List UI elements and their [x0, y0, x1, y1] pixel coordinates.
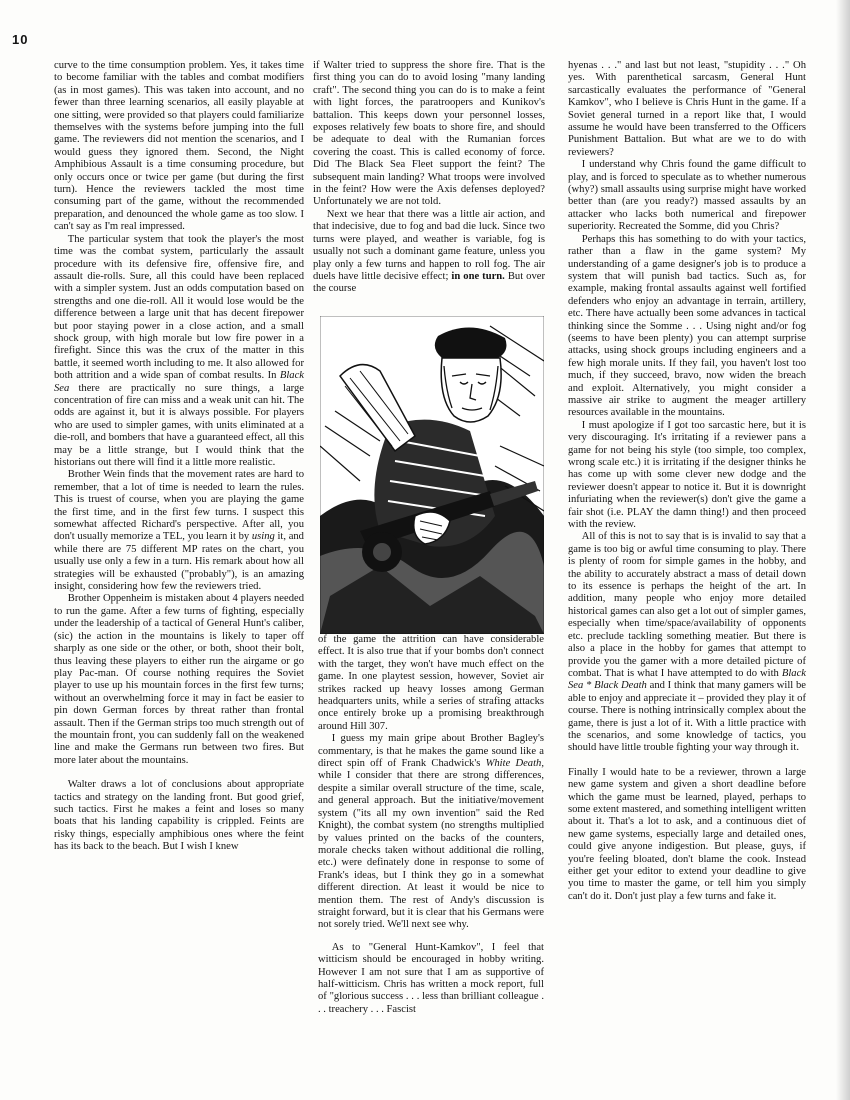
paragraph: Walter draws a lot of conclusions about appropriate tactics and strategy on the landing front. But good grief, such tactics. First he makes a feint and loses so many boats that his landing capability is crippled. Feints are risky things, especially amphibious ones where the feint has its back to the beach. But I wish I knew [54, 779, 304, 853]
soldier-illustration [320, 316, 544, 634]
column-3 [568, 60, 806, 903]
paragraph: of the game the attrition can have considerable effect. It is also true that if your bombs don't connect with the target, they won't have much effect on the game. In one playtest session, however, Soviet air strikes racked up heavy losses among German headquarters units, while a series of strafing attacks once entirely broke up a promising breakthrough around Hill 307. [318, 634, 544, 732]
paragraph: I must apologize if I got too sarcastic here, but it is very discouraging. It's irritating if a reviewer pans a game for not being his style (too simple, too complex, wrong scale etc.) it is irritating if the designer thinks he has come up with some clever new dodge and the reviewer doesn't appear to notice it. But it is downright infuriating when the reviewer(s) don't give the game a fair shot (i.e. PLAY the damn thing!) and then proceed with the review. [568, 419, 806, 531]
column-1 [54, 60, 304, 854]
paragraph: Finally I would hate to be a reviewer, thrown a large new game system and given a short deadline before which the game must be learned, played, perhaps to some extent mastered, and something intelligent written about it. That's a lot to ask, and a continuous diet of new game systems, especially large and detailed ones, could give anyone indigestion. But please, guys, if you're feeling bloated, don't blame the cook. Instead either get your editor to extend your deadline to give you time to master the game, or tell him you simply can't do it. Don't just play a few turns and fake it. [568, 766, 806, 902]
paragraph: I understand why Chris found the game difficult to play, and is forced to speculate as to whether numerous (why?) small assaults using surprise might have worked better than (are you ready?) massed assaults by an attacker who lacks both numerical and firepower superiority. Recreated the Somme, did you Chris? [568, 159, 806, 233]
paragraph: Next we hear that there was a little air action, and that indecisive, due to fog and bad die luck. Since two turns were played, and weather is variable, fog is usually not such a dominant game feature, unless you play only a few turns and happen to roll fog. The air duels have little decisive effect; in one turn. But over the course [313, 208, 546, 295]
column-2-continued [318, 634, 544, 1016]
paragraph: curve to the time consumption problem. Yes, it takes time to become familiar with the tables and combat modifiers (as in most games). This was taken into account, and no fewer than three learning scenarios, all easily playable at one sitting, were provided so that players could familiarize themselves with the systems before jumping into the full game. The reviewers did not mention the scenarios, and I would guess they ignored them. Second, the Night Amphibious Assault is a time consuming procedure, but only occurs once or twice per game (but during the first turn). Hence the reviewers tackled the most time consuming part of the game, without the recommended preparation, and denounced the whole game as too slow. I can't say as I'm real impressed. [54, 60, 304, 233]
soldier-drawing [320, 316, 544, 634]
paragraph: I guess my main gripe about Brother Bagley's commentary, is that he makes the game sound like a direct spin off of Frank Chadwick's White Death, while I consider that there are strong differences, despite a similar overall structure of the time, scale, and general approach. But the initiative/movement system ("its all my own invention" said the Red Knight), the combat system (no strengths multiplied by values printed on the backs of the counters, morale checks taken without additional die rolling, etc.) were definately done in response to some of Frank's ideas, but I think they go in a somewhat different direction. At least it would be nice to mention them. The rest of Andy's discussion is straight forward, but it is clear that his Germans were not sorely tried. We'll next see why. [318, 733, 544, 931]
paragraph: All of this is not to say that is is invalid to say that a game is too big or awful time consuming to play. There is plenty of room for simple games in the hobby, and the ability to accurately abstract a mass of detail down to its essence is perhaps the height of the art. In addition, many people who enjoy more detailed historical games can also get a lot out of simpler games, especially when time/space/availability of opponents etc. preclude tackling something meatier. But there is also a place in the hobby for games that attempt to provide you the gamer with a more detailed picture of combat. That is what I have attempted to do with Black Sea * Black Death and I think that many gamers will be able to enjoy and appreciate it – provided they play it of course. There is nothing intrinsically complex about the game, there is just a lot of it. With a little practice with the scenarios, and some knowledge of tactics, you should have little trouble fighting your way through it. [568, 531, 806, 754]
paragraph: Brother Oppenheim is mistaken about 4 players needed to run the game. After a few turns of fighting, especially under the leadership of a tactical of General Hunt's caliber, (sic) the action in the mountains is likely to taper off sharply as one side or the other, or both, shoot their bolt, thus leaving these players to either run the airgame or go play Pac-man. Of course nothing requires the Soviet player to use up his mountain forces in the first few turns; without an overwhelming force it may in fact be easier to pin down German forces by threat rather than frontal assault. Then if the German strips too much strength out of the mountain front, you can suddenly fall on the weakened line and make the Germans run between two fires. But more later about the mountains. [54, 593, 304, 766]
column-2 [313, 60, 545, 296]
paragraph: Brother Wein finds that the movement rates are hard to remember, that a lot of time is needed to learn the rules. This is truest of course, when you are playing the game the first time, and in the first few turns. I suspect this somewhat affected Richard's perspective. After all, you don't usually memorize a TEL, you learn it by using it, and while there are 75 different MP rates on the chart, you usually use only a few in a turn. His remark about how all strategies will be exhausted ("probably"), is an amazing insight, considering how few the reviewers tried. [54, 469, 304, 593]
paragraph: Perhaps this has something to do with your tactics, rather than a flaw in the game system? My understanding of a game designer's job is to produce a system that will punish bad tactics. Such as, for example, making frontal assaults against well fortified defenders who enjoy an advantage in terrain, artillery, etc. There have actually been some advances in tactical thinking since the Somme . . . Using night and/or fog (seems to have been plenty) you can attempt surprise attacks, using shock groups including engineers and a few high morale units. If they fail, you haven't lost too much, if they succeed, bravo, now widen the breach and exploit. Alternatively, you might consider a massive air strike to augment the meager artillery resources available in the mountains. [568, 233, 806, 419]
paragraph: hyenas . . ." and last but not least, "stupidity . . ." Oh yes. With parenthetical sarcasm, General Hunt sarcastically evaluates the performance of "General Kamkov", who I believe is Chris Hunt in the game. If a Soviet general turned in a report like that, I would assume he would have been transferred to the Officers Punishment Battalion. But what are we to do with reviewers? [568, 60, 806, 158]
page-number: 10 [12, 32, 29, 47]
page-edge-shadow [836, 0, 850, 1100]
paragraph: if Walter tried to suppress the shore fire. That is the first thing you can do to avoid losing "many landing craft". The second thing you can do is to make a feint with light forces, the paratroopers and Kunikov's battalion. This keeps down your personnel losses, exposes relatively few boats to shore fire, and should be adequate to deal with the Rumanian forces covering the coast. This is called economy of force. Did The Black Sea Fleet support the feint? The subsequent main landing? What troops were involved in the feint? How were the Axis defenses deployed? Unfortunately we are not told. [313, 60, 545, 208]
paragraph: As to "General Hunt-Kamkov", I feel that witticism should be encouraged in hobby writing. However I am not sure that I am as supportive of half-witticism. Chris has written a mock report, full of "glorious success . . . less than brilliant colleague . . . treachery . . . Fascist [318, 941, 544, 1015]
paragraph: The particular system that took the player's the most time was the combat system, particularly the assault procedure with its defensive fire, offensive fire, and assault die-rolls. Sure, all this could have been replaced with a simpler system. Just an odds computation based on strengths and one die-roll. All it would lose would be the difference between a large unit that has decent firepower but poor staying power in a close action, and a small shock group, with high morale but low fire power in a firefight. Since this was the crux of the matter in this battle, it seemed worth including to me. It also allowed for both attrition and a wide span of combat results. In Black Sea there are practically no sure things, a large concentration of fire can miss and a weak unit can hit. The odds are against it, but it is always possible. For players who are used to simpler games, with units eliminated at a die-roll, and bombers that have a guaranteed effect, all this may be a little strange, but I would think that the historians out there will find it a little more realistic. [54, 233, 304, 468]
